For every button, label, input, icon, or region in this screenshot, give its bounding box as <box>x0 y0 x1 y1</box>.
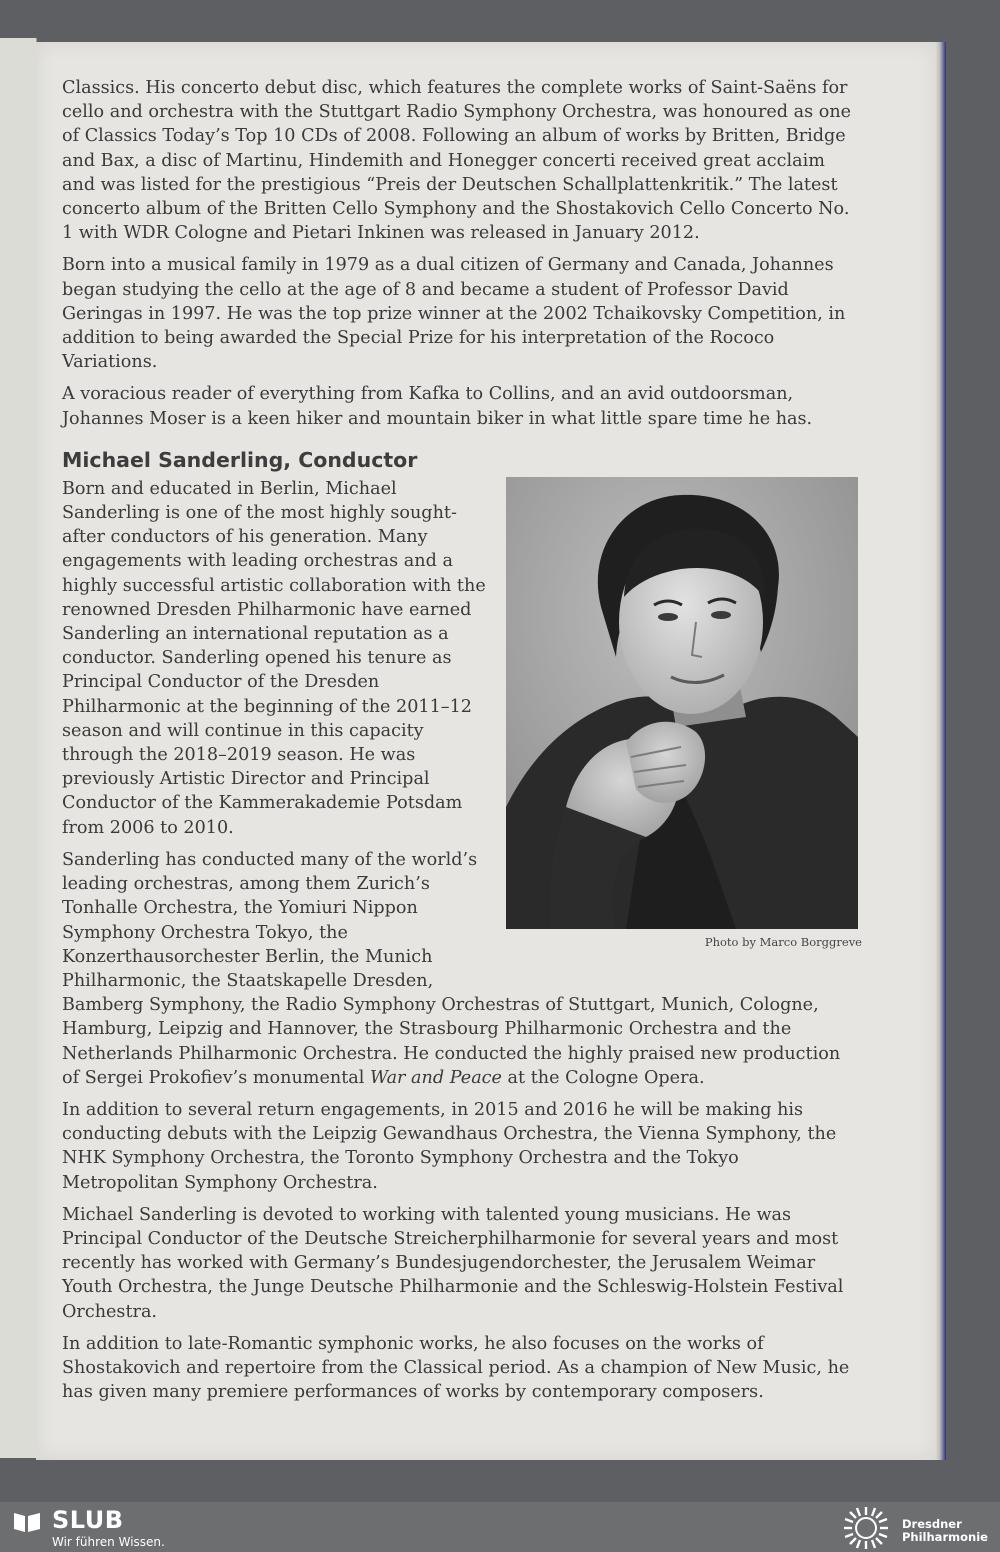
portrait-figure <box>506 477 862 962</box>
page-content <box>62 76 862 1412</box>
page-stack-edge <box>936 42 946 1460</box>
section-paragraph-3: In addition to several return engagements, in 2015 and 2016 he will be making his conducting debuts with the Leipzig Gewandhaus Orchestra, the Vienna Symphony, the NHK Symphony Orchestra, the Toronto Symphony Orchestra and the Tokyo Metropolitan Symphony Orchestra. <box>62 1099 837 1193</box>
section-paragraph-5: In addition to late-Romantic symphonic works, he also focuses on the works of Shostakovich and repertoire from the Classical period. As a champion of New Music, he has given many premiere performances of works by contemporary composers. <box>62 1333 850 1403</box>
dresdner-label: Dresdner <box>902 1517 962 1531</box>
paragraph-2-text-start: Sanderling has conducted many of the world’s leading orchestras, among them Zurich’s Tonhalle Orchestra, the Yomiuri Nippon Symphony Orchestra Tokyo, the Konzerthausorchester Berlin, the Munich Philharmonic, the Staatskapelle Dresden, Bamberg Symphony, the Radio Symphony Orchestras of Stuttgart, Munich, Cologne, Hamburg, Leipzig and Hannover, the Strasbourg Philharmonic Orchestra and the Netherlands Philharmonic Orchestra. He conducted the highly praised new production of Sergei Prokofiev’s monumental <box>62 849 841 1088</box>
photo-caption: Photo by Marco Borggreve <box>704 934 862 949</box>
paragraph-2-text-end: at the Cologne Opera. <box>501 1067 705 1088</box>
intro-paragraph-1: Classics. His concerto debut disc, which features the complete works of Saint-Saëns for cello and orchestra with the Stuttgart Radio Symphony Orchestra, was honoured as one of Classics Today’s Top 10 CDs of 2008. Following an album of works by Britten, Bridge and Bax, a disc of Martinu, Hindemith and Honegger concerti received great acclaim and was listed for the prestigious “Preis der Deutschen Schallplattenkritik.” The latest concerto album of the Britten Cello Symphony and the Shostakovich Cello Concerto No. 1 with WDR Cologne and Pietari Inkinen was released in January 2012. <box>62 78 852 244</box>
dresdner-philharmonie-sunburst-icon[interactable] <box>842 1505 890 1551</box>
dresdner-philharmonie-wordmark[interactable] <box>902 1518 988 1544</box>
section-paragraph-1: Born and educated in Berlin, Michael Sanderling is one of the most highly sought-after conductors of his generation. Many engagements with leading orchestras and a highly successful artistic collaboration with the renowned Dresden Philharmonic have earned Sanderling an international reputation as a conductor. Sanderling opened his tenure as Principal Conductor of the Dresden Philharmonic at the beginning of the 2011–12 season and will continue in this capacity through the 2018–2019 season. He was previously Artistic Director and Principal Conductor of the Kammerakademie Potsdam from 2006 to 2010. <box>62 478 486 838</box>
slub-tagline: Wir führen Wissen. <box>52 1535 165 1549</box>
previous-page-edge <box>0 38 37 1458</box>
philharmonie-label: Philharmonie <box>902 1530 988 1544</box>
section-heading: Michael Sanderling, Conductor <box>62 447 418 472</box>
intro-paragraph-3: A voracious reader of everything from Kafka to Collins, and an avid outdoorsman, Johannes Moser is a keen hiker and mountain biker in what little spare time he has. <box>62 384 813 429</box>
portrait-illustration <box>506 477 858 929</box>
intro-paragraph-2: Born into a musical family in 1979 as a dual citizen of Germany and Canada, Johannes began studying the cello at the age of 8 and became a student of Professor David Geringas in 1997. He was the top prize winner at the 2002 Tchaikovsky Competition, in addition to being awarded the Special Prize for his interpretation of the Rococo Variations. <box>62 255 846 373</box>
opera-title-italic: War and Peace <box>370 1067 502 1088</box>
conductor-portrait-photo <box>506 477 858 929</box>
section-paragraph-4: Michael Sanderling is devoted to working with talented young musicians. He was Principal Conductor of the Deutsche Streicherphilharmonie for several years and most recently has worked with Germany’s Bundesjugendorchester, the Jerusalem Weimar Youth Orchestra, the Junge Deutsche Philharmonie and the Schleswig-Holstein Festival Orchestra. <box>62 1204 844 1322</box>
slub-wordmark[interactable]: SLUB <box>52 1506 124 1534</box>
slub-book-icon[interactable] <box>12 1510 42 1534</box>
digitization-footer <box>0 1502 1000 1552</box>
